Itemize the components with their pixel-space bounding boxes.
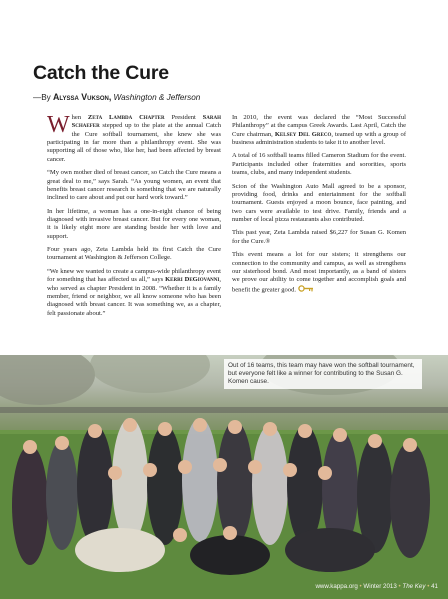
page-title: Catch the Cure	[33, 62, 169, 84]
photo-caption: Out of 16 teams, this team may have won the softball tournament, but everyone felt like a winner for contributing to the Susan G. Komen cause.	[224, 359, 422, 389]
text-run: , teamed up with a group of business administration students to take it to another level.	[232, 130, 407, 147]
author-school: Washington & Jefferson	[113, 93, 201, 102]
article-left-column	[47, 114, 221, 323]
chapter-name: Zeta Lambda Chapter	[87, 114, 165, 121]
footer-separator: •	[398, 583, 401, 590]
author-name: Alyssa Vukson,	[53, 92, 112, 102]
paragraph: Four years ago, Zeta Lambda held its first Catch the Cure tournament at Washington & Jefferson College.	[47, 246, 221, 262]
footer-issue: Winter 2013	[363, 583, 397, 590]
page-footer	[315, 583, 438, 590]
paragraph: This past year, Zeta Lambda raised $6,227 for Susan G. Komen for the Cure.®	[232, 229, 406, 245]
paragraph: “My own mother died of breast cancer, so Catch the Cure means a great deal to me,” says Sarah. “As young women, an event that benefits breast cancer research is something that we are naturally inclined to care about and put our hard work toward.”	[47, 169, 221, 202]
text-run: hen	[71, 114, 88, 121]
team-photo-illustration	[0, 355, 448, 599]
paragraph: In her lifetime, a woman has a one-in-eight chance of being diagnosed with invasive breast cancer. But for every one woman, it is likely eight more are standing beside her with love and support.	[47, 207, 221, 240]
person-name: Sarah Schaefer	[71, 114, 221, 130]
footer-separator: •	[359, 583, 362, 590]
dropcap: W	[47, 112, 70, 138]
team-photo	[0, 355, 448, 599]
footer-separator: •	[427, 583, 430, 590]
byline	[33, 92, 413, 102]
key-icon	[298, 285, 314, 295]
footer-magazine: The Key	[402, 583, 426, 590]
text-run: In 2010, the event was declared the “Most Successful Philanthropy” at the campus Greek Awards. Last April, Catch the Cure chairman,	[232, 114, 406, 138]
paragraph	[232, 251, 406, 295]
text-run: This event means a lot for our sisters; it strengthens our connection to the community and campus, as well as strengthens our sisterhood bond. And most importantly, as a band of sisters we prove our ability to come together and accomplish goals and benefit the greater good.	[232, 251, 406, 294]
byline-prefix: —By	[33, 93, 54, 102]
paragraph: Scion of the Washington Auto Mall agreed to be a sponsor, providing food, drinks and entertainment for the softball tournament. Guests enjoyed a moon bounce, face painting, and two cars were available to test drive. Family, friends and a number of local pizza restaurants also contributed.	[232, 182, 406, 223]
paragraph	[47, 114, 221, 164]
paragraph	[47, 268, 221, 318]
text-run: “We knew we wanted to create a campus-wide philanthropy event for something that has affected us all,” says	[47, 267, 221, 284]
article-right-column	[232, 114, 406, 300]
person-name: Kelsey Del Greco	[274, 130, 332, 138]
text-run: stepped up to the plate at the annual Catch the Cure softball tournament, she knew she was participating in far more than a philanthropy event. She was supporting all of those who, like her, had been affected by breast cancer.	[47, 122, 221, 163]
person-name: Kerri DeGiovanni	[165, 276, 220, 284]
text-run: President	[164, 114, 203, 121]
text-run: , who served as chapter President in 2008. “Whether it is a family member, friend or neighbor, we all know someone who has been diagnosed with breast cancer. It was something we, as a chapter, felt passionate about.”	[47, 276, 221, 317]
paragraph	[232, 114, 406, 147]
page-number: 41	[431, 583, 438, 590]
paragraph: A total of 16 softball teams filled Cameron Stadium for the event. Participants included other fraternities and sororities, sports teams, clubs, and many independent students.	[232, 152, 406, 177]
footer-site: www.kappa.org	[315, 583, 358, 590]
